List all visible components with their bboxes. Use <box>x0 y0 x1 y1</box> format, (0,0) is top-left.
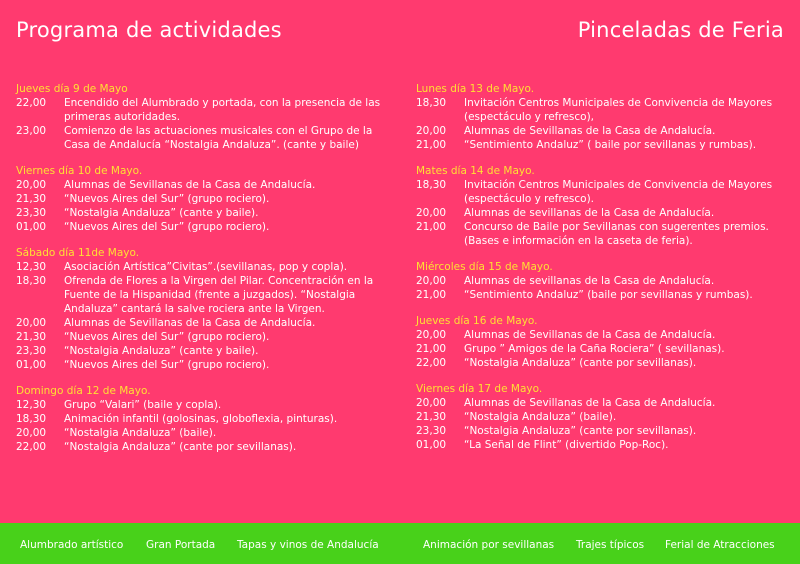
activity-time: 20,00 <box>416 207 447 219</box>
activity-entry <box>16 220 396 234</box>
activity-time: 23,30 <box>16 207 47 219</box>
day-heading: Sábado día 11de Mayo. <box>16 247 140 259</box>
footer-item: Ferial de Atracciones <box>665 539 775 551</box>
activity-time: 20,00 <box>416 275 447 287</box>
activity-time: 01,00 <box>16 221 47 233</box>
activity-text: Concurso de Baile por Sevillanas con sugerentes premios. (Bases e información en la caseta de feria). <box>464 221 769 247</box>
activity-time: 01,00 <box>416 439 447 451</box>
activity-time: 01,00 <box>16 359 47 371</box>
activity-time: 21,00 <box>416 289 447 301</box>
activity-entry <box>16 330 396 344</box>
activity-entry <box>416 288 796 302</box>
activity-entry <box>16 440 396 454</box>
activity-text: Grupo ” Amigos de la Caña Rociera” ( sevillanas). <box>464 343 725 355</box>
activity-entry <box>416 438 796 452</box>
activity-time: 18,30 <box>416 179 447 191</box>
activity-entry <box>16 260 396 274</box>
activity-time: 20,00 <box>416 397 447 409</box>
activity-text: Alumnas de Sevillanas de la Casa de Andalucía. <box>64 179 316 191</box>
activity-text: Ofrenda de Flores a la Virgen del Pilar. Concentración en la Fuente de la Hispanidad (frente a juzgados). “Nostalgia Andaluza” cantará la salve rociera ante la Virgen. <box>64 275 374 315</box>
activity-text: Invitación Centros Municipales de Convivencia de Mayores (espectáculo y refresco), <box>464 97 773 123</box>
activity-entry <box>416 424 796 438</box>
footer-item: Animación por sevillanas <box>423 539 555 551</box>
activity-time: 12,30 <box>16 399 47 411</box>
activity-entry <box>416 356 796 370</box>
program-title: Programa de actividades <box>16 18 282 42</box>
activity-text: “Nuevos Aires del Sur” (grupo rociero). <box>64 359 270 371</box>
activity-time: 23,00 <box>16 125 47 137</box>
footer-item: Tapas y vinos de Andalucía <box>237 539 379 551</box>
day-block <box>416 314 796 370</box>
activity-text: “Nostalgia Andaluza” (cante y baile). <box>64 207 259 219</box>
activity-entry <box>16 316 396 330</box>
activity-entry <box>16 274 396 316</box>
activity-text: Alumnas de sevillanas de la Casa de Andalucía. <box>464 207 715 219</box>
activity-time: 18,30 <box>16 413 47 425</box>
activity-text: Invitación Centros Municipales de Convivencia de Mayores (espectáculo y refresco). <box>464 179 773 205</box>
activity-entry <box>16 398 396 412</box>
activity-time: 22,00 <box>16 441 47 453</box>
activity-entry <box>16 344 396 358</box>
activity-entry <box>16 96 396 124</box>
right-column <box>416 82 796 464</box>
activity-text: “Nostalgia Andaluza” (cante por sevillanas). <box>64 441 297 453</box>
activity-time: 21,30 <box>16 193 47 205</box>
activity-entry <box>416 342 796 356</box>
day-heading: Miércoles día 15 de Mayo. <box>416 261 553 273</box>
activity-time: 21,00 <box>416 221 447 233</box>
activity-text: “Sentimiento Andaluz” ( baile por sevillanas y rumbas). <box>464 139 757 151</box>
activity-time: 21,30 <box>16 331 47 343</box>
activity-text: “Nostalgia Andaluza” (baile). <box>464 411 617 423</box>
footer-item: Gran Portada <box>146 539 216 551</box>
activity-text: “Sentimiento Andaluz” (baile por sevillanas y rumbas). <box>464 289 753 301</box>
activity-text: “Nostalgia Andaluza” (cante por sevillanas). <box>464 425 697 437</box>
activity-time: 23,30 <box>416 425 447 437</box>
day-block <box>416 164 796 248</box>
activity-entry <box>416 138 796 152</box>
activity-time: 12,30 <box>16 261 47 273</box>
activity-time: 20,00 <box>16 179 47 191</box>
activity-time: 20,00 <box>416 125 447 137</box>
activity-time: 21,00 <box>416 139 447 151</box>
activity-text: Animación infantil (golosinas, globoflexia, pinturas). <box>64 413 338 425</box>
footer-item: Alumbrado artístico <box>20 539 124 551</box>
day-heading: Viernes día 10 de Mayo. <box>16 165 143 177</box>
day-heading: Domingo día 12 de Mayo. <box>16 385 151 397</box>
activity-entry <box>416 96 796 124</box>
activity-text: Alumnas de Sevillanas de la Casa de Andalucía. <box>64 317 316 329</box>
activity-text: “Nuevos Aires del Sur” (grupo rociero). <box>64 331 270 343</box>
day-block <box>16 164 396 234</box>
activity-text: Alumnas de Sevillanas de la Casa de Andalucía. <box>464 397 716 409</box>
activity-entry <box>16 358 396 372</box>
day-heading: Lunes día 13 de Mayo. <box>416 83 535 95</box>
activity-time: 21,00 <box>416 343 447 355</box>
day-block <box>416 82 796 152</box>
activity-time: 23,30 <box>16 345 47 357</box>
feria-title: Pinceladas de Feria <box>577 18 784 42</box>
activity-entry <box>16 412 396 426</box>
activity-text: “Nostalgia Andaluza” (cante por sevillanas). <box>464 357 697 369</box>
activity-entry <box>416 396 796 410</box>
day-block <box>16 246 396 372</box>
activity-text: Alumnas de Sevillanas de la Casa de Andalucía. <box>464 125 716 137</box>
activity-entry <box>416 206 796 220</box>
day-block <box>16 82 396 152</box>
activity-entry <box>16 206 396 220</box>
activity-text: Encendido del Alumbrado y portada, con la presencia de las primeras autoridades. <box>64 97 381 123</box>
activity-text: “La Señal de Flint” (divertido Pop-Roc). <box>464 439 669 451</box>
activity-entry <box>16 426 396 440</box>
activity-time: 21,30 <box>416 411 447 423</box>
activity-time: 20,00 <box>416 329 447 341</box>
activity-time: 20,00 <box>16 317 47 329</box>
activity-text: “Nostalgia Andaluza” (cante y baile). <box>64 345 259 357</box>
activity-entry <box>416 274 796 288</box>
activity-text: “Nuevos Aires del Sur” (grupo rociero). <box>64 221 270 233</box>
activity-text: “Nostalgia Andaluza” (baile). <box>64 427 217 439</box>
activity-time: 22,00 <box>416 357 447 369</box>
activity-entry <box>416 220 796 248</box>
activity-time: 20,00 <box>16 427 47 439</box>
activity-entry <box>416 124 796 138</box>
activity-time: 18,30 <box>416 97 447 109</box>
activity-text: Alumnas de Sevillanas de la Casa de Andalucía. <box>464 329 716 341</box>
activity-entry <box>416 410 796 424</box>
day-heading: Jueves día 9 de Mayo <box>16 83 128 95</box>
activity-time: 22,00 <box>16 97 47 109</box>
footer-item: Trajes típicos <box>576 539 645 551</box>
activity-entry <box>16 192 396 206</box>
day-heading: Viernes día 17 de Mayo. <box>416 383 543 395</box>
activity-text: Alumnas de sevillanas de la Casa de Andalucía. <box>464 275 715 287</box>
activity-entry <box>416 178 796 206</box>
activity-text: Grupo “Valari” (baile y copla). <box>64 399 222 411</box>
day-block <box>416 382 796 452</box>
left-column <box>16 82 396 466</box>
activity-text: Comienzo de las actuaciones musicales con el Grupo de la Casa de Andalucía “Nostalgia Andaluza”. (cante y baile) <box>64 125 373 151</box>
day-block <box>416 260 796 302</box>
activity-text: “Nuevos Aires del Sur” (grupo rociero). <box>64 193 270 205</box>
activity-entry <box>416 328 796 342</box>
activity-time: 18,30 <box>16 275 47 287</box>
activity-entry <box>16 178 396 192</box>
day-heading: Mates día 14 de Mayo. <box>416 165 535 177</box>
day-heading: Jueves día 16 de Mayo. <box>416 315 538 327</box>
footer-bar <box>0 523 800 564</box>
activity-entry <box>16 124 396 152</box>
day-block <box>16 384 396 454</box>
activity-text: Asociación Artística”Civitas”.(sevillanas, pop y copla). <box>64 261 348 273</box>
